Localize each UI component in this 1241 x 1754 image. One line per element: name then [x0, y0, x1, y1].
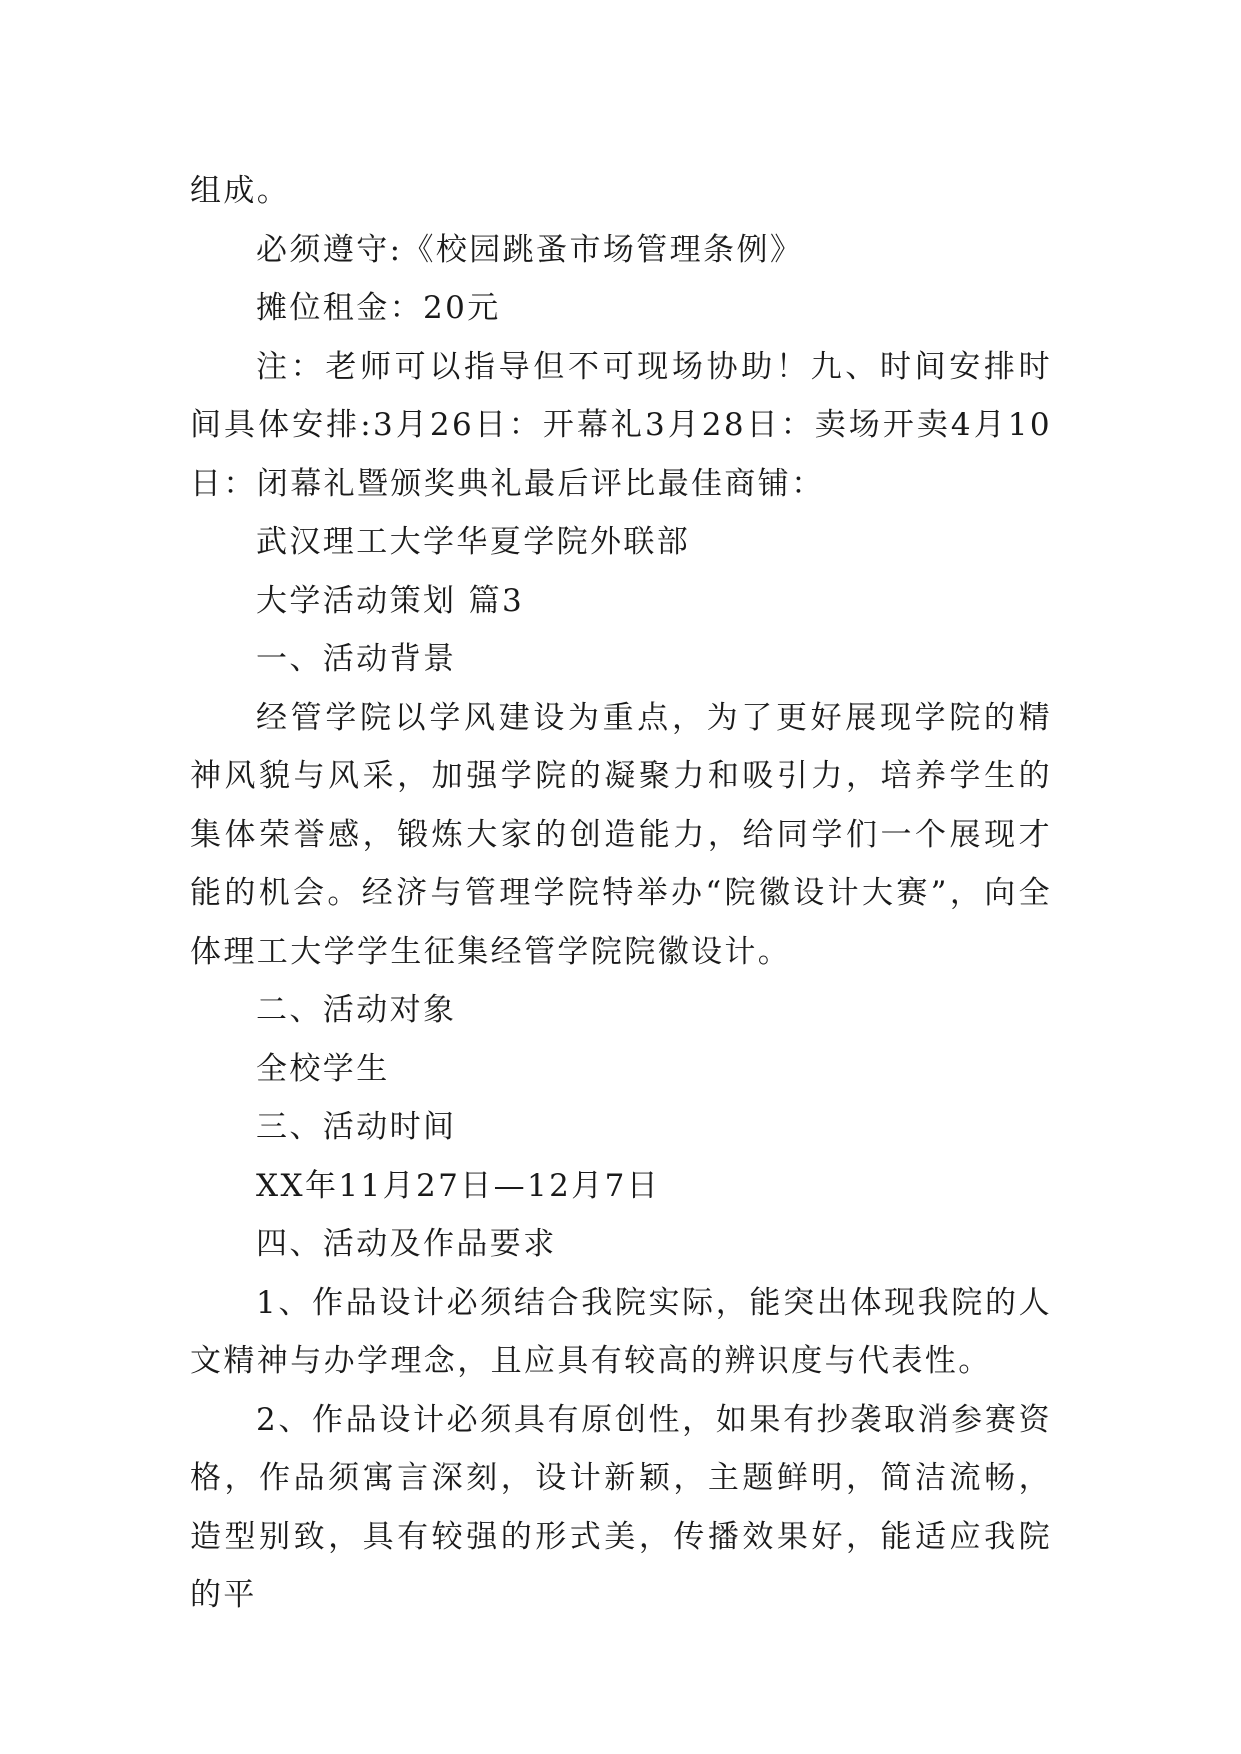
- heading-time: 三、活动时间: [256, 1109, 457, 1145]
- heading-target: 二、活动对象: [256, 992, 457, 1028]
- section-title: 大学活动策划 篇3: [256, 582, 525, 619]
- heading-requirements: 四、活动及作品要求: [256, 1226, 557, 1262]
- paragraph-time: XX年11月27日—12月7日: [256, 1167, 661, 1204]
- paragraph-requirement-2: 2、作品设计必须具有原创性，如果有抄袭取消参赛资格，作品须寓言深刻，设计新颖，主题鲜明，简洁流畅，造型别致，具有较强的形式美，传播效果好，能适应我院的平: [190, 1401, 1052, 1613]
- document-body: [190, 162, 1052, 1625]
- paragraph-note-schedule: 注：老师可以指导但不可现场协助！九、时间安排时间具体安排:3月26日：开幕礼3月28日：卖场开卖4月10日：闭幕礼暨颁奖典礼最后评比最佳商铺：: [190, 348, 1052, 502]
- paragraph-booth-rent: 摊位租金：20元: [256, 290, 501, 326]
- paragraph-requirement-1: 1、作品设计必须结合我院实际，能突出体现我院的人文精神与办学理念，且应具有较高的辨识度与代表性。: [190, 1284, 1052, 1379]
- paragraph-rules: 必须遵守:《校园跳蚤市场管理条例》: [256, 231, 804, 268]
- paragraph-target: 全校学生: [256, 1050, 390, 1087]
- paragraph-continuation: 组成。: [190, 173, 291, 209]
- heading-background: 一、活动背景: [256, 641, 457, 677]
- paragraph-background: 经管学院以学风建设为重点，为了更好展现学院的精神风貌与风采，加强学院的凝聚力和吸引力，培养学生的集体荣誉感，锻炼大家的创造能力，给同学们一个展现才能的机会。经济与管理学院特举办“院徽设计大赛”，向全体理工大学学生征集经管学院院徽设计。: [190, 699, 1052, 970]
- paragraph-organizer: 武汉理工大学华夏学院外联部: [256, 524, 691, 560]
